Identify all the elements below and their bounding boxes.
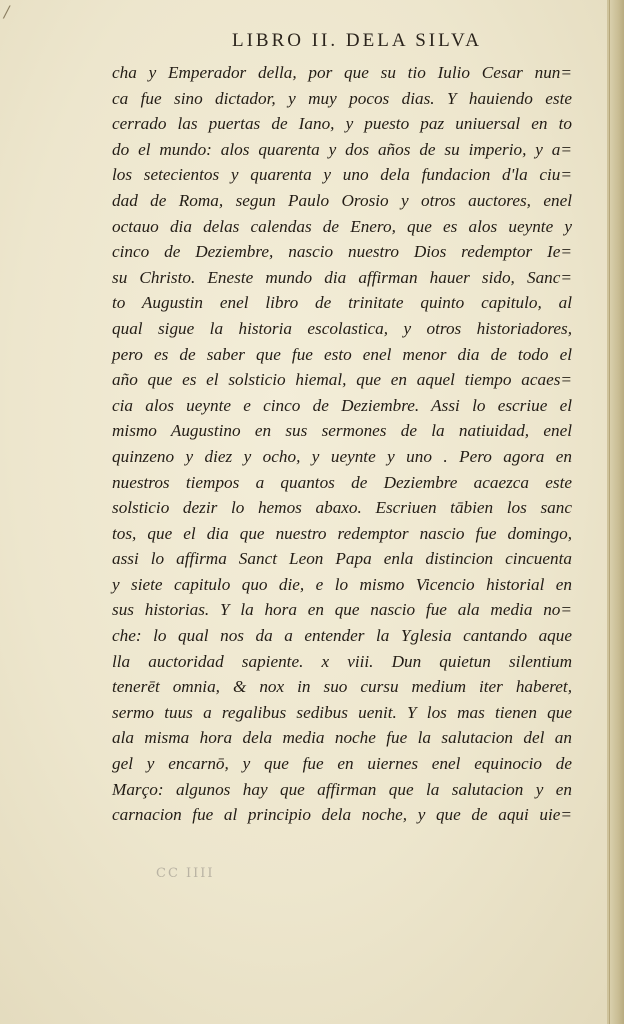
text-line: quinzeno y diez y ocho, y ueynte y uno . Pero agora en xyxy=(112,446,572,466)
text-line: mismo Augustino en sus sermones de la natiuidad, enel xyxy=(112,421,572,441)
text-line: lla auctoridad sapiente. x viii. Dun quietun silentium xyxy=(112,651,572,671)
running-header: LIBRO II. DELA SILVA xyxy=(231,30,482,51)
text-line: gel y encarnō, y que fue en uiernes enel equinocio de xyxy=(112,754,572,774)
text-line: qual sigue la historia escolastica, y otros historiadores, xyxy=(112,318,572,338)
text-line: cha y Emperador della, por que su tio Iulio Cesar nun= xyxy=(112,63,572,82)
text-line: cinco de Deziembre, nascio nuestro Dios redemptor Ie= xyxy=(112,242,572,262)
text-line: año que es el solsticio hiemal, que en aquel tiempo acaes= xyxy=(112,370,572,390)
text-line: cerrado las puertas de Iano, y puesto paz uniuersal en to xyxy=(112,114,572,134)
text-line: do el mundo: alos quarenta y dos años de su imperio, y a= xyxy=(112,139,572,159)
text-line: solsticio dezir lo hemos abaxo. Escriuen tābien los sanc xyxy=(112,498,572,518)
text-line: ca fue sino dictador, y muy pocos dias. Y hauiendo este xyxy=(112,88,572,108)
text-line: sermo tuus a regalibus sedibus uenit. Y los mas tienen que xyxy=(112,702,572,722)
show-through-text: CC IIII xyxy=(156,866,215,881)
page-edge xyxy=(609,0,624,1024)
text-line: cia alos ueynte e cinco de Deziembre. Assi lo escriue el xyxy=(112,395,572,415)
text-line: tenerēt omnia, & nox in suo cursu medium iter haberet, xyxy=(112,677,572,697)
text-line: sus historias. Y la hora en que nascio fue ala media no= xyxy=(112,600,572,620)
text-line: octauo dia delas calendas de Enero, que es alos ueynte y xyxy=(112,216,572,236)
text-line: su Christo. Eneste mundo dia affirman hauer sido, Sanc= xyxy=(112,267,572,287)
text-line: ala misma hora dela media noche fue la salutacion del an xyxy=(112,728,572,748)
text-line: to Augustin enel libro de trinitate quinto capitulo, al xyxy=(112,293,572,313)
text-line: assi lo affirma Sanct Leon Papa enla distincion cincuenta xyxy=(112,549,572,569)
text-line: tos, que el dia que nuestro redemptor nascio fue domingo, xyxy=(112,523,572,543)
corner-mark: / xyxy=(4,2,10,21)
text-line: los setecientos y quarenta y uno dela fundacion d'la ciu= xyxy=(112,165,572,185)
text-line: carnacion fue al principio dela noche, y que de aqui uie= xyxy=(112,805,572,825)
text-line: che: lo qual nos da a entender la Yglesia cantando aque xyxy=(112,626,572,646)
text-line: pero es de saber que fue esto enel menor dia de todo el xyxy=(112,344,572,364)
text-line: y siete capitulo quo die, e lo mismo Vicencio historial en xyxy=(112,574,572,594)
text-line: nuestros tiempos a quantos de Deziembre acaezca este xyxy=(112,472,572,492)
body-text xyxy=(112,60,572,828)
text-line: dad de Roma, segun Paulo Orosio y otros auctores, enel xyxy=(112,190,572,210)
text-line: Março: algunos hay que affirman que la salutacion y en xyxy=(112,779,572,799)
